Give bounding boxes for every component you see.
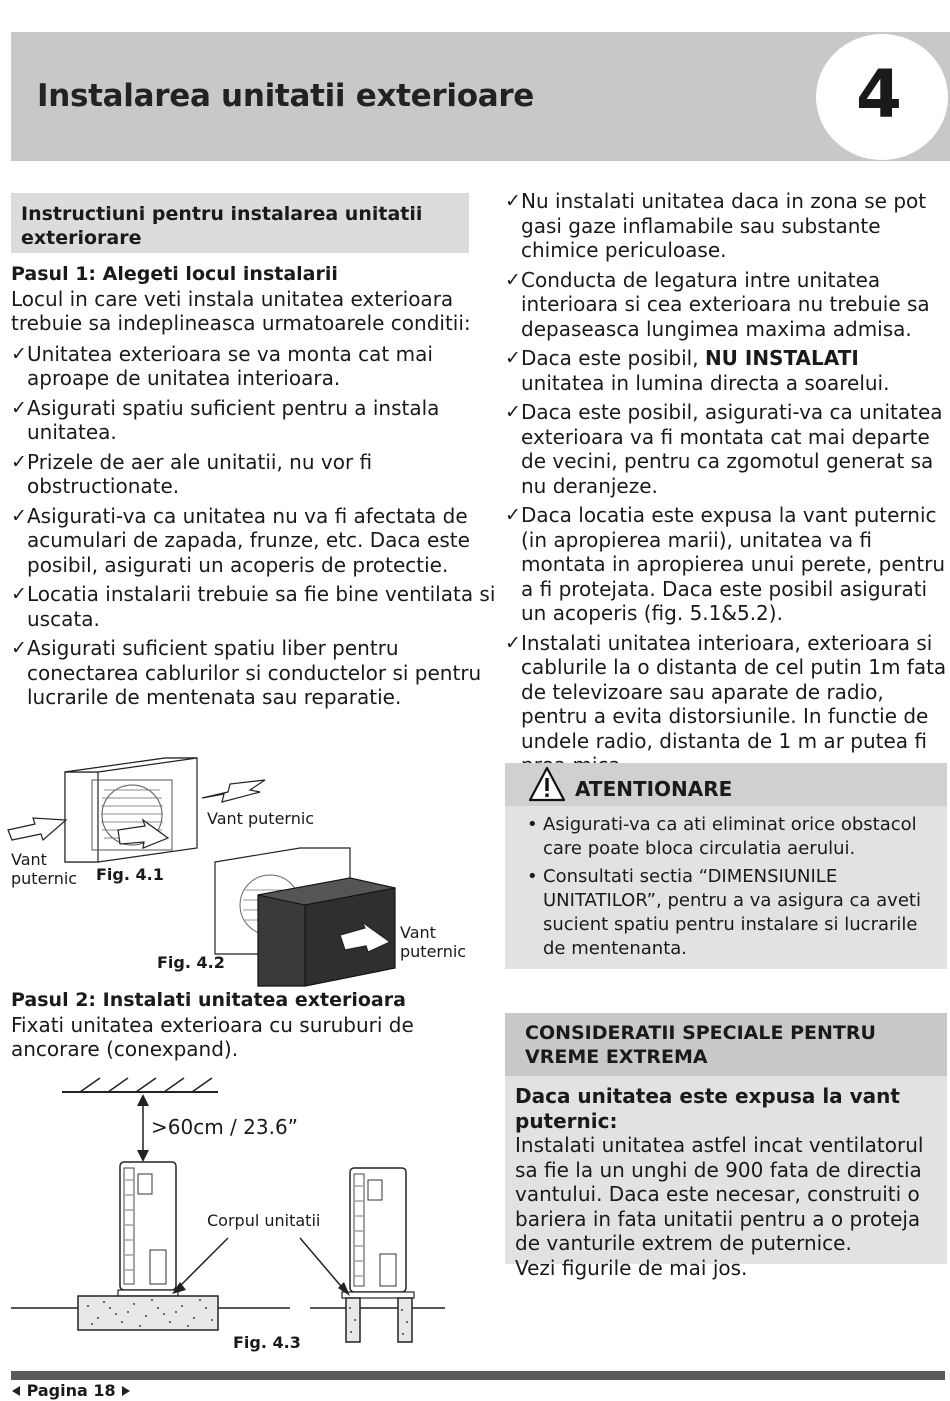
list-item: • Consultati sectia “DIMENSIUNILE UNITATILOR”, pentru a va asigura ca aveti sucient spatiu pentru instalare si lucrarile de mentenanta. xyxy=(527,866,921,959)
list-item: ✓ Daca locatia este expusa la vant puternic (in apropierea marii), unitatea va fi montata in apropierea unui perete, pentru a fi protejata. Daca este posibil asigurati un acoperis (fig. 5.1&5.2). xyxy=(505,503,946,625)
fig-4-3-caption: Fig. 4.3 xyxy=(233,1333,301,1352)
check-icon: ✓ xyxy=(505,190,521,212)
check-icon: ✓ xyxy=(505,347,521,369)
next-page-icon[interactable] xyxy=(121,1385,131,1397)
wind-label-left-2: puternic xyxy=(11,869,78,888)
check-icon: ✓ xyxy=(505,504,521,526)
wind-label-right: Vant xyxy=(400,923,436,942)
step1-title: Pasul 1: Alegeti locul instalarii xyxy=(11,263,338,285)
list-item: ✓ Conducta de legatura intre unitatea interioara si cea exterioara nu trebuie sa depaseasca lungimea maxima admisa. xyxy=(505,267,930,341)
fig-4-1-caption: Fig. 4.1 xyxy=(96,865,164,884)
check-icon: ✓ xyxy=(11,450,27,473)
list-item: ✓ Asigurati-va ca unitatea nu va fi afectata de acumulari de zapada, frunze, etc. Daca este posibil, asigurati un acoperis de protectie. xyxy=(11,503,470,577)
prev-page-icon[interactable] xyxy=(11,1385,21,1397)
wind-label-top: Vant puternic xyxy=(207,809,315,828)
list-item: ✓ Prizele de aer ale unitatii, nu vor fi obstructionate. xyxy=(11,449,373,498)
check-icon: ✓ xyxy=(505,268,521,291)
list-item: ✓ Nu instalati unitatea daca in zona se pot gasi gaze inflamabile sau substante chimice periculoase. xyxy=(505,189,927,262)
list-item: ✓ Daca este posibil, NU INSTALATI unitatea in lumina directa a soarelui. xyxy=(505,346,890,395)
list-item: ✓ Locatia instalarii trebuie sa fie bine ventilata si uscata. xyxy=(11,582,496,631)
clearance-label: >60cm / 23.6” xyxy=(151,1115,299,1139)
page-number: Pagina 18 xyxy=(26,1381,116,1400)
list-item: ✓ Daca este posibil, asigurati-va ca unitatea exterioara va fi montata cat mai departe de vecini, pentru ca zgomotul generat sa nu deranjeze. xyxy=(505,400,943,498)
fig-4-2-caption: Fig. 4.2 xyxy=(157,953,225,972)
list-item: ✓ Instalati unitatea interioara, exterioara si cablurile la o distanta de cel putin 1m fata de televizoare sau aparate de radio, pentru a evita distorsiunile. In functie de undele radio, distanta de 1 m ar putea fi xyxy=(505,630,947,753)
check-icon: ✓ xyxy=(11,342,27,365)
check-icon: ✓ xyxy=(11,396,27,419)
list-item: ✓ Unitatea exterioara se va monta cat mai aproape de unitatea interioara. xyxy=(11,341,433,390)
step2-title: Pasul 2: Instalati unitatea exterioara xyxy=(11,989,406,1011)
wind-label-right-2: puternic xyxy=(400,942,467,961)
page-title: Instalarea unitatii exterioare xyxy=(37,78,535,114)
chapter-number: 4 xyxy=(856,56,902,133)
unit-body-label: Corpul unitatii xyxy=(207,1211,321,1230)
step2 xyxy=(11,988,496,1062)
warning-list xyxy=(527,813,937,965)
left-column xyxy=(11,262,496,715)
extreme-weather-see: Vezi figurile de mai jos. xyxy=(515,1255,748,1280)
wind-label-left: Vant xyxy=(11,850,47,869)
warning-title: ATENTIONARE xyxy=(575,777,733,801)
list-item: ✓ Asigurati spatiu suficient pentru a instala unitatea. xyxy=(11,395,440,444)
step2-text: Fixati unitatea exterioara cu suruburi de ancorare (conexpand). xyxy=(11,1012,414,1061)
section-heading: Instructiuni pentru instalarea unitatii exteriorare xyxy=(11,193,469,253)
extreme-weather-body xyxy=(505,1076,947,1280)
extreme-weather-subtitle: Daca unitatea este expusa la vant puternic: xyxy=(515,1084,900,1133)
check-icon: ✓ xyxy=(505,631,521,654)
check-icon: ✓ xyxy=(505,401,521,423)
footer-bar xyxy=(11,1371,945,1380)
bullet-icon: • xyxy=(527,814,538,835)
warning-icon xyxy=(527,765,567,803)
right-column xyxy=(505,189,947,783)
check-icon: ✓ xyxy=(11,637,27,659)
check-icon: ✓ xyxy=(11,504,27,527)
list-item: ✓ Asigurati suficient spatiu liber pentru conectarea cablurilor si conductelor si pentru lucrarile de mentenata sau reparatie. xyxy=(11,636,482,709)
step1-intro: Locul in care veti instala unitatea exterioara trebuie sa indeplineasca urmatoarele conditii: xyxy=(11,286,471,335)
extreme-weather-heading: CONSIDERATII SPECIALE PENTRU VREME EXTREMA xyxy=(505,1013,947,1076)
bullet-icon: • xyxy=(527,866,538,887)
check-icon: ✓ xyxy=(11,583,27,605)
list-item: • Asigurati-va ca ati eliminat orice obstacol care poate bloca circulatia aerului. xyxy=(527,814,917,859)
page-footer xyxy=(11,1381,131,1400)
extreme-weather-text: Instalati unitatea astfel incat ventilatorul sa fie la un unghi de 900 fata de directia vantului. Daca este necesar, construiti o bariera in fata unitatii pentru a o proteja de vanturile extrem de puternice. xyxy=(515,1133,924,1255)
